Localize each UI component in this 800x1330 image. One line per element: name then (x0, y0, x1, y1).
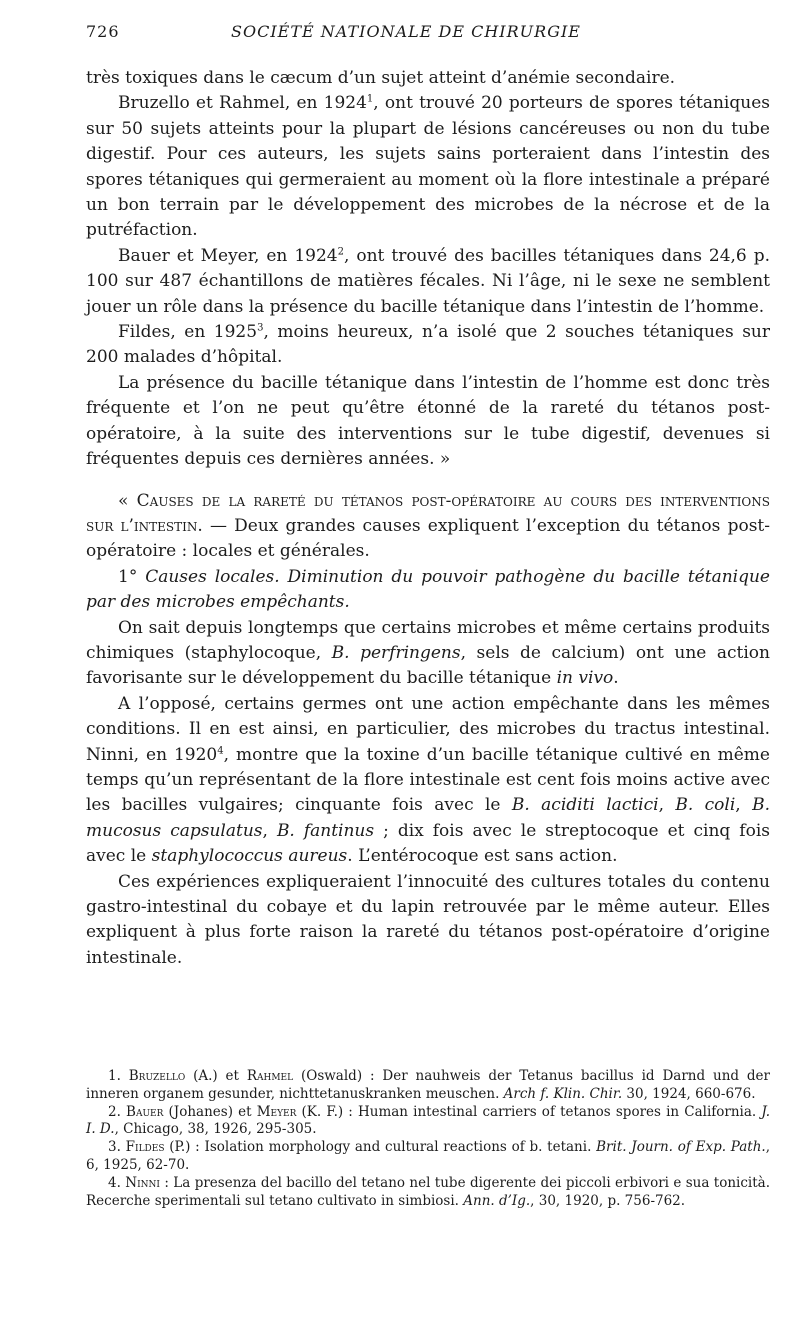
running-title: SOCIÉTÉ NATIONALE DE CHIRURGIE (231, 22, 581, 41)
paragraph: Bruzello et Rahmel, en 1924$^1$, ont trouvé 20 porteurs de spores tétaniques sur 50 sujets atteints pour la plupart de lésions cancéreuses ou non du tube digestif. Pour ces auteurs, les sujets sains porteraient dans l’intestin des spores tétaniques qui germeraient au moment où la flore intestinale a préparé un bon terrain par le développement des microbes de la nécrose et de la putréfaction. (86, 93, 770, 241)
paragraph: A l’opposé, certains germes ont une action empêchante dans les mêmes conditions. Il en est ainsi, en particulier, des microbes du tractus intestinal. Ninni, en 1920$^4$, montre que la toxine d’un bacille tétanique cultivé en même temps qu’un représentant de la flore intestinale est cent fois moins active avec les bacilles vulgaires; cinquante fois avec le B. aciditi lactici, B. coli, B. mucosus capsulatus, B. fantinus ; dix fois avec le streptocoque et cinq fois avec le staphylococcus aureus. L’entérocoque est sans action. (86, 693, 770, 867)
footnote-ref: 2 (337, 246, 344, 258)
subheading: 1° Causes locales. Diminution du pouvoir pathogène du bacille tétanique par des microbes empêchants. (86, 566, 770, 613)
paragraph: très toxiques dans le cæcum d’un sujet atteint d’anémie secondaire. (86, 68, 676, 88)
footnote: 4. Ninni : La presenza del bacillo del tetano nel tube digerente dei piccoli erbivori e sua tonicità. Recerche sperimentali sul tetano cultivato in simbiosi. Ann. d’Ig., 30, 1920, p. 756-762. (86, 1174, 771, 1209)
paragraph: Fildes, en 1925$^3$, moins heureux, n’a isolé que 2 souches tétaniques sur 200 malades d’hôpital. (86, 322, 770, 368)
footnote: 1. Bruzello (A.) et Rahmel (Oswald) : Der nauhweis der Tetanus bacillus id Darnd und der inneren organem gesunder, nichttetanuskranken meuschen. Arch f. Klin. Chir. 30, 1924, 660-676. (86, 1068, 770, 1102)
paragraph: On sait depuis longtemps que certains microbes et même certains produits chimiques (staphylocoque, B. perfringens, sels de calcium) ont une action favorisante sur le développement du bacille tétanique in vivo. (86, 617, 770, 689)
body-text (86, 66, 770, 971)
paragraph: La présence du bacille tétanique dans l’intestin de l’homme est donc très fréquente et l’on ne peut qu’être étonné de la rareté du tétanos post-opératoire, à la suite des interventions sur le tube digestif, devenues si fréquentes depuis ces dernières années. » (86, 372, 770, 470)
footnote: 2. Bauer (Johanes) et Meyer (K. F.) : Human intestinal carriers of tetanos spores in California. J. I. D., Chicago, 38, 1926, 295-305. (86, 1103, 771, 1138)
footnote: 3. Fildes (P.) : Isolation morphology and cultural reactions of b. tetani. Brit. Journ. of Exp. Path., 6, 1925, 62-70. (86, 1139, 770, 1173)
paragraph: Bauer et Meyer, en 1924$^2$, ont trouvé des bacilles tétaniques dans 24,6 p. 100 sur 487 échantillons de matières fécales. Ni l’âge, ni le sexe ne semblent jouer un rôle dans la présence du bacille tétanique dans l’intestin de l’homme. (86, 245, 770, 317)
page-header (86, 22, 726, 44)
footnote-ref: 4 (217, 744, 224, 756)
page-number: 726 (86, 22, 120, 41)
footnotes (86, 1068, 770, 1210)
footnote-ref: 1 (366, 93, 374, 105)
paragraph: Ces expériences expliqueraient l’innocuité des cultures totales du contenu gastro-intestinal du cobaye et du lapin retrouvée par le même auteur. Elles expliquent à plus forte raison la rareté du tétanos post-opératoire d’origine intestinale. (86, 871, 770, 968)
section-heading: Causes de la rareté du tétanos post-opératoire au cours des interventions sur l’intestin. (86, 490, 770, 536)
footnote-ref: 3 (257, 322, 264, 334)
section-heading-paragraph: « Causes de la rareté du tétanos post-opératoire au cours des interventions sur l’intestin. — Deux grandes causes expliquent l’exception du tétanos post-opératoire : locales et générales. (86, 490, 770, 562)
